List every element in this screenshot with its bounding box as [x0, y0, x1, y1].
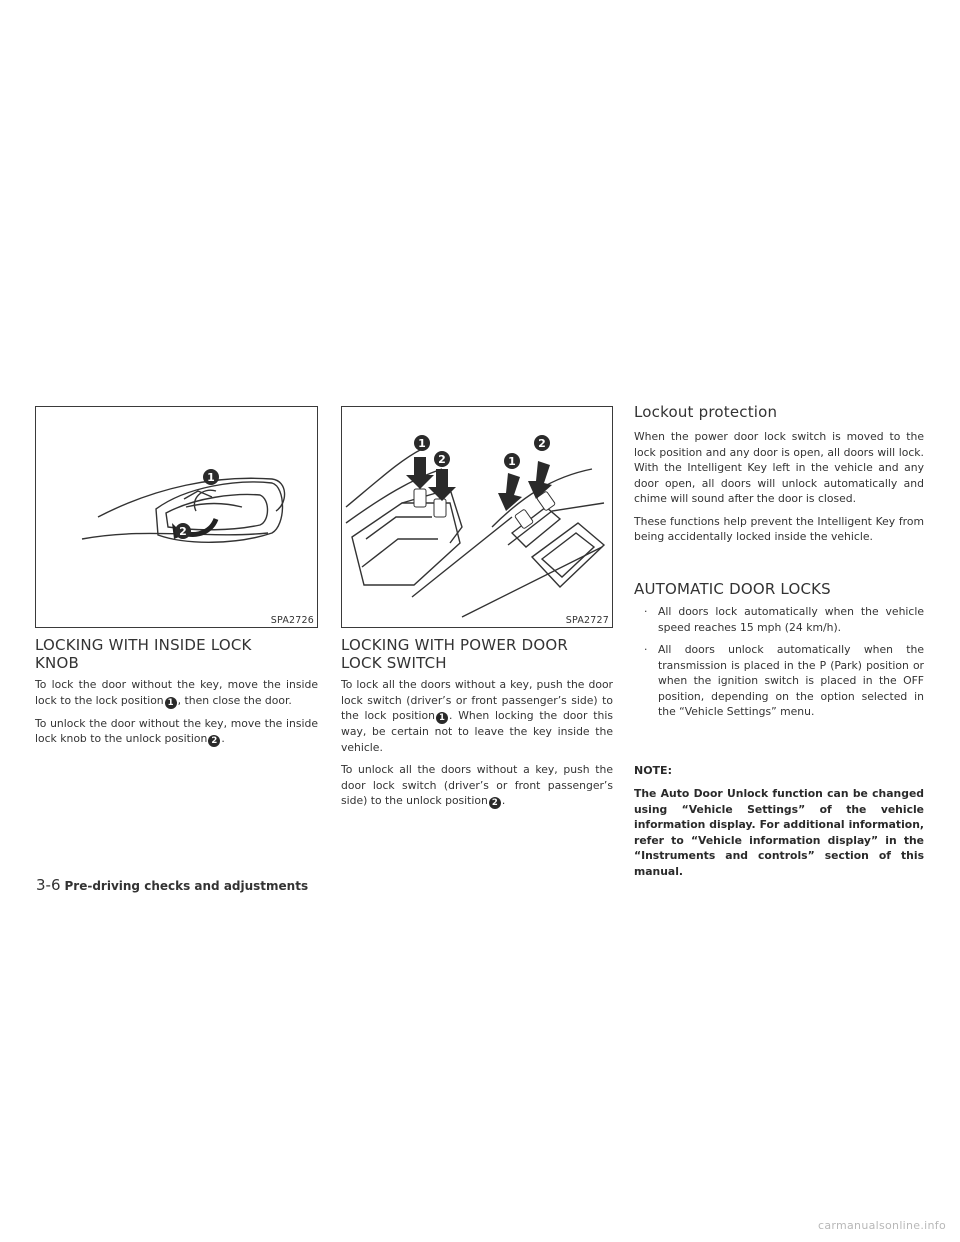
- list-item: [634, 642, 924, 720]
- list-item-text: All doors lock automatically when the vehicle speed reaches 15 mph (24 km/h).: [658, 605, 924, 634]
- heading-power-door-lock-switch: [341, 636, 613, 672]
- callout-2-icon: 2: [208, 735, 220, 747]
- text: To lock all the doors without a key, push the door lock switch (driver’s or front passenger’s side) to the lock position: [341, 678, 613, 722]
- text: To unlock the door without the key, move the inside lock knob to the unlock position: [35, 716, 318, 745]
- callout-1-icon: 1: [165, 697, 177, 709]
- note-title: NOTE:: [634, 764, 672, 777]
- list-item: [634, 604, 924, 635]
- watermark: carmanualsonline.info: [817, 1219, 946, 1232]
- callout-1-label: 1: [418, 437, 426, 450]
- text: To lock the door without the key, move the inside lock to the lock position: [35, 678, 318, 707]
- inside-lock-knob-body: [35, 677, 318, 754]
- power-door-lock-switch-illustration: [342, 407, 612, 627]
- text: To unlock all the doors without a key, push the door lock switch (driver’s or front passenger’s side) to the unlock position: [341, 763, 613, 807]
- figure-inside-lock-knob: [35, 406, 318, 628]
- paragraph: These functions help prevent the Intelligent Key from being accidentally locked inside the vehicle.: [634, 514, 924, 543]
- heading-line-2: LOCK SWITCH: [341, 654, 447, 672]
- text: .: [221, 732, 225, 745]
- callout-1-label: 1: [207, 471, 215, 484]
- bullet-marker: ·: [644, 643, 648, 656]
- heading-line-1: LOCKING WITH INSIDE LOCK: [35, 636, 252, 654]
- note-body: The Auto Door Unlock function can be changed using “Vehicle Settings” of the vehicle information display. For additional information, refer to “Vehicle information display” in the “Instruments and controls” section of this manual.: [634, 787, 924, 878]
- lockout-protection-body: [634, 429, 924, 552]
- text: , then close the door.: [177, 693, 292, 707]
- paragraph: [341, 762, 613, 809]
- page-footer: [36, 876, 308, 894]
- callout-2-icon: 2: [489, 797, 501, 809]
- bullet-list: [634, 604, 924, 720]
- heading-inside-lock-knob: [35, 636, 318, 672]
- paragraph: [35, 677, 318, 709]
- figure-power-door-lock-switch: [341, 406, 613, 628]
- heading-lockout-protection: Lockout protection: [634, 403, 778, 421]
- bullet-marker: ·: [644, 605, 648, 618]
- callout-2-label: 2: [179, 525, 187, 538]
- paragraph: When the power door lock switch is moved to the lock position and any door is open, all doors will lock. With the Intelligent Key left in the vehicle and any door open, all doors will unlock automatically and chime will sound after the door is closed.: [634, 430, 924, 505]
- figure-code: SPA2727: [565, 615, 609, 626]
- callout-1-label: 1: [508, 455, 516, 468]
- heading-line-1: LOCKING WITH POWER DOOR: [341, 636, 568, 654]
- page-number: 3-6: [36, 876, 61, 894]
- paragraph: [35, 716, 318, 748]
- text: .: [501, 794, 506, 807]
- callout-2-label: 2: [538, 437, 546, 450]
- callout-2-label: 2: [438, 453, 446, 466]
- text: . When locking the door this way, be certain not to leave the key inside the vehicle.: [341, 709, 613, 754]
- paragraph: [341, 677, 613, 755]
- callout-1-icon: 1: [436, 712, 448, 724]
- automatic-door-locks-body: [634, 604, 924, 727]
- list-item-text: All doors unlock automatically when the transmission is placed in the P (Park) position or when the ignition switch is placed in the OFF position, depending on the option selected in the “Vehicle Settings” menu.: [658, 643, 924, 718]
- chapter-title: Pre-driving checks and adjustments: [64, 879, 309, 893]
- heading-automatic-door-locks: AUTOMATIC DOOR LOCKS: [634, 580, 831, 598]
- power-door-lock-switch-body: [341, 677, 613, 816]
- figure-code: SPA2726: [270, 615, 314, 626]
- inside-lock-knob-illustration: [36, 407, 316, 627]
- heading-line-2: KNOB: [35, 654, 79, 672]
